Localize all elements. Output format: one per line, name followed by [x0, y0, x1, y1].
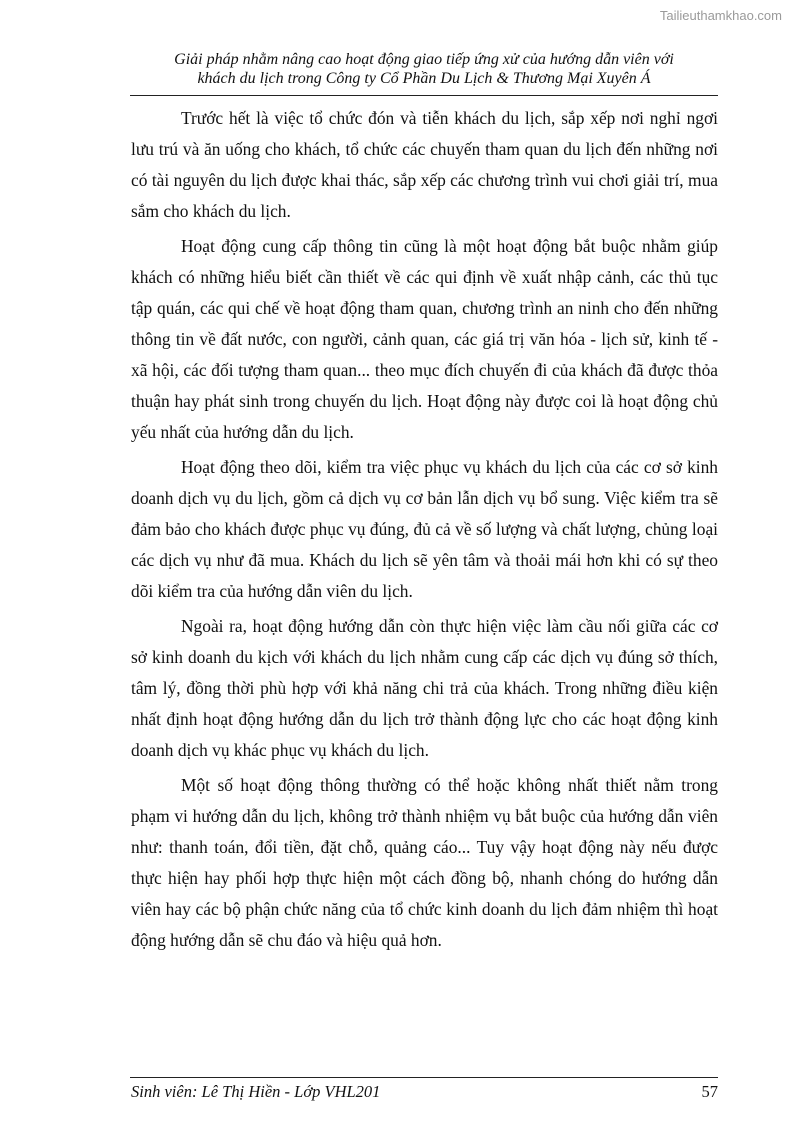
header-divider — [130, 95, 718, 96]
paragraph-2: Hoạt động cung cấp thông tin cũng là một hoạt động bắt buộc nhằm giúp khách có những hiểu biết cần thiết về các qui định về xuất nhập cảnh, các thủ tục tập quán, các qui chế về hoạt động tham quan, chương trình an ninh cho đến những thông tin về đất nước, con người, cảnh quan, các giá trị văn hóa - lịch sử, kinh tế - xã hội, các đối tượng tham quan... theo mục đích chuyến đi của khách đã được thỏa thuận hay phát sinh trong chuyến du lịch. Hoạt động này được coi là hoạt động chủ yếu nhất của hướng dẫn du lịch. — [131, 236, 718, 442]
header-line-1: Giải pháp nhằm nâng cao hoạt động giao tiếp ứng xử của hướng dẫn viên với — [174, 51, 674, 68]
paragraph-4: Ngoài ra, hoạt động hướng dẫn còn thực hiện việc làm cầu nối giữa các cơ sở kinh doanh du kịch với khách du lịch nhằm cung cấp các dịch vụ đúng sở thích, tâm lý, đồng thời phù hợp với khả năng chi trả của khách. Trong những điều kiện nhất định hoạt động hướng dẫn du lịch trở thành động lực cho các hoạt động kinh doanh dịch vụ khác phục vụ khách du lịch. — [131, 616, 718, 760]
header-line-2: khách du lịch trong Công ty Cổ Phần Du Lịch & Thương Mại Xuyên Á — [197, 70, 651, 87]
page-number: 57 — [701, 1082, 718, 1101]
paragraph-5: Một số hoạt động thông thường có thể hoặc không nhất thiết nằm trong phạm vi hướng dẫn du lịch, không trở thành nhiệm vụ bắt buộc của hướng dẫn viên như: thanh toán, đổi tiền, đặt chỗ, quảng cáo... Tuy vậy hoạt động này nếu được thực hiện hay phối hợp thực hiện một cách đồng bộ, nhanh chóng do hướng dẫn viên hay các bộ phận chức năng của tổ chức kinh doanh du lịch đảm nhiệm thì hoạt động hướng dẫn sẽ chu đáo và hiệu quả hơn. — [131, 775, 718, 950]
page-header — [130, 50, 718, 88]
footer-student: Sinh viên: Lê Thị Hiền - Lớp VHL201 — [131, 1082, 381, 1101]
paragraph-1: Trước hết là việc tổ chức đón và tiễn khách du lịch, sắp xếp nơi nghỉ ngơi lưu trú và ăn uống cho khách, tổ chức các chuyến tham quan du lịch đến những nơi có tài nguyên du lịch được khai thác, sắp xếp các chương trình vui chơi giải trí, mua sắm cho khách du lịch. — [131, 108, 718, 221]
watermark-text: Tailieuthamkhao.com — [659, 8, 782, 23]
footer-divider — [130, 1077, 718, 1078]
body-text — [131, 103, 718, 960]
paragraph-3: Hoạt động theo dõi, kiểm tra việc phục vụ khách du lịch của các cơ sở kinh doanh dịch vụ du lịch, gồm cả dịch vụ cơ bản lẫn dịch vụ bổ sung. Việc kiểm tra sẽ đảm bảo cho khách được phục vụ đúng, đủ cả về số lượng và chất lượng, chủng loại các dịch vụ như đã mua. Khách du lịch sẽ yên tâm và thoải mái hơn khi có sự theo dõi kiểm tra của hướng dẫn viên du lịch. — [131, 457, 718, 601]
